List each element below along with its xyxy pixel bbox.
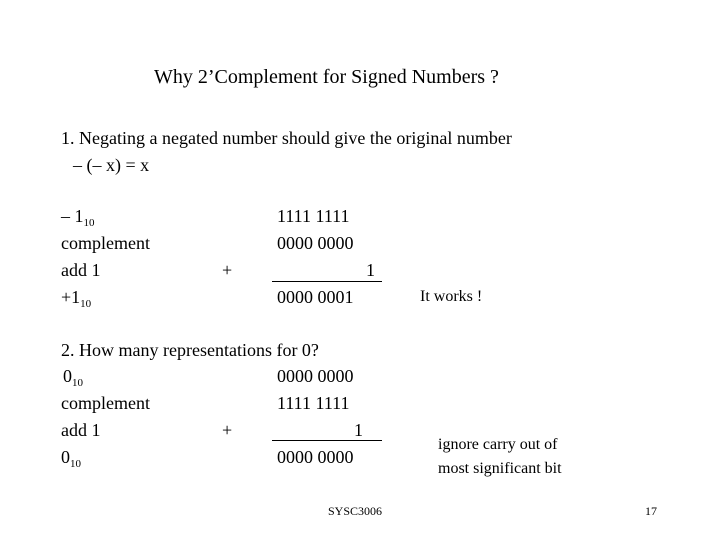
s1-label-row2: complement	[61, 233, 150, 253]
footer-page-number: 17	[645, 504, 657, 518]
s1-sum-rule	[272, 281, 382, 282]
s2-label-row4: $0_{10}$	[61, 447, 81, 470]
s1-value-row4: 0000 0001	[277, 287, 354, 307]
s2-label-row1: $0_{10}$	[63, 366, 83, 389]
s1-label-row3: add 1	[61, 260, 101, 280]
s1-label-row1: – $1_{10}$	[61, 206, 95, 229]
s1-value-row1: 1111 1111	[277, 206, 350, 226]
section1-equation: – (– x) = x	[73, 155, 150, 175]
s2-plus-operator: +	[222, 420, 233, 440]
s2-label-row2: complement	[61, 393, 150, 413]
s2-label-row3: add 1	[61, 420, 101, 440]
s1-value-row2: 0000 0000	[277, 233, 354, 253]
s2-value-row4: 0000 0000	[277, 447, 354, 467]
s1-label-row4: $+1_{10}$	[61, 287, 92, 310]
s2-note-line1: ignore carry out of	[438, 436, 558, 453]
s1-plus-operator: +	[222, 260, 233, 280]
s2-value-row2: 1111 1111	[277, 393, 350, 413]
slide-title: Why 2’Complement for Signed Numbers ?	[154, 66, 499, 88]
section1-heading: 1. Negating a negated number should give the original number	[61, 128, 512, 148]
s2-sum-rule	[272, 440, 382, 441]
footer-course: SYSC3006	[328, 504, 383, 518]
s2-note-line2: most significant bit	[438, 460, 562, 477]
s1-value-row3: 1	[366, 260, 375, 280]
s2-value-row1: 0000 0000	[277, 366, 354, 386]
s1-result-note: It works !	[420, 288, 483, 305]
s2-value-row3: 1	[354, 420, 363, 440]
section2-heading: 2. How many representations for 0?	[61, 340, 319, 360]
